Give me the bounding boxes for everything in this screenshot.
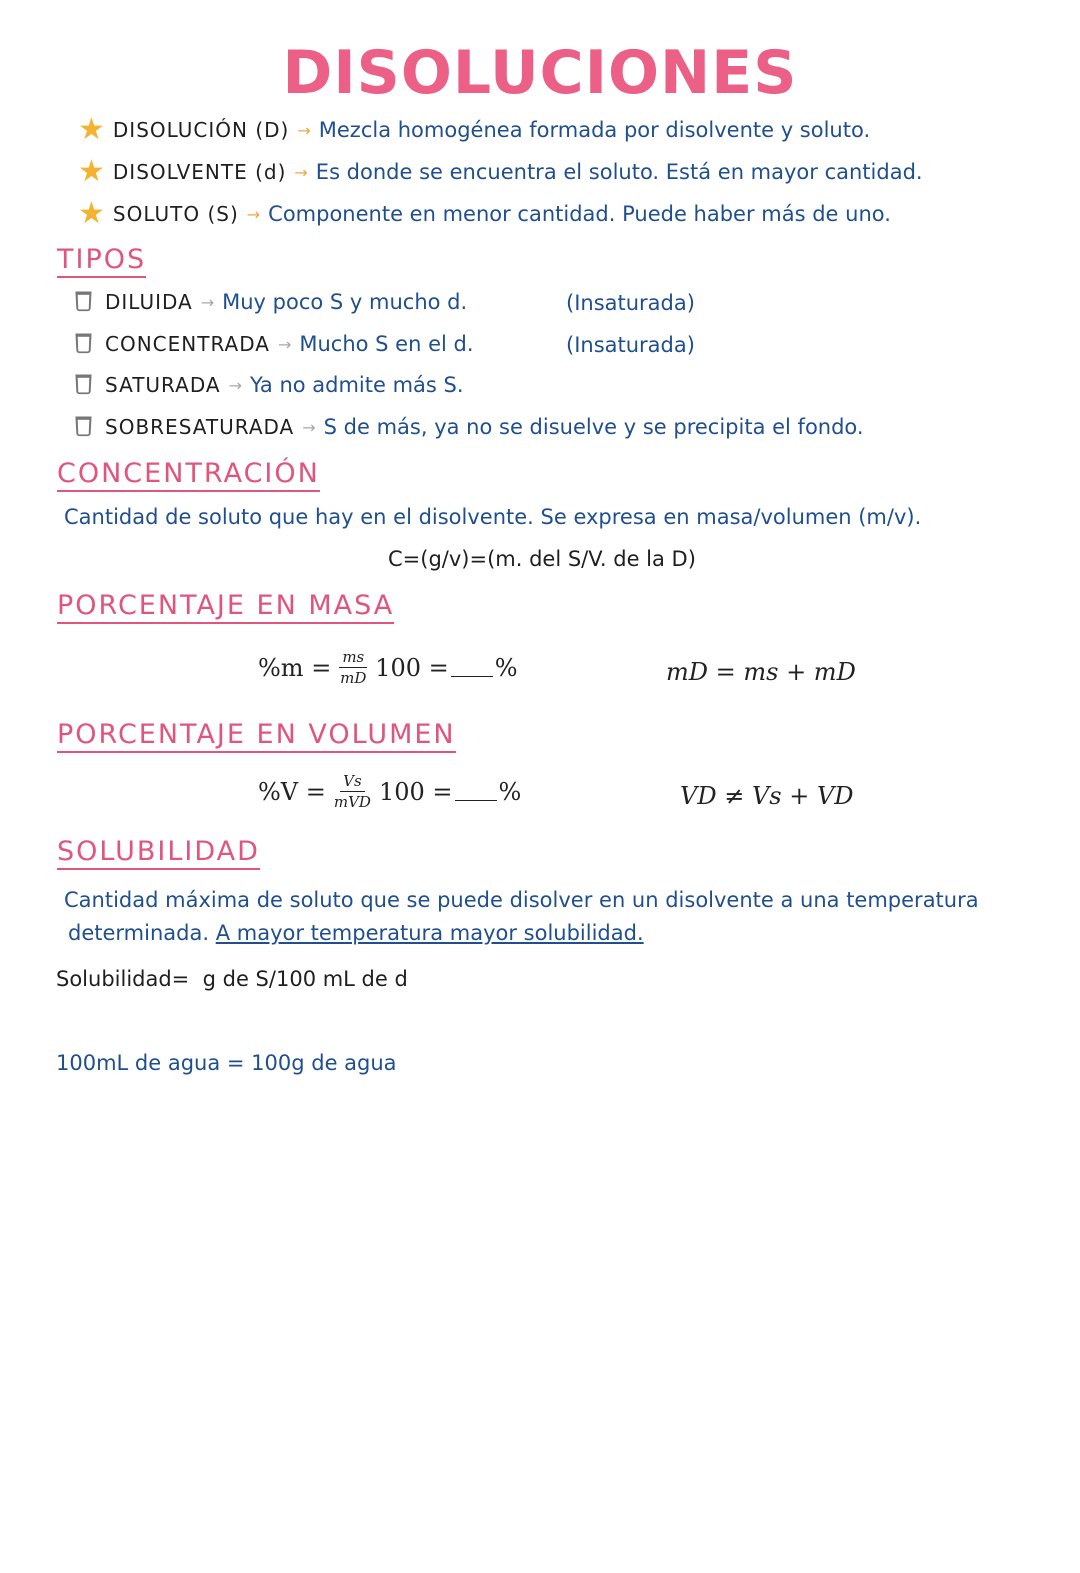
formula-percent: %	[498, 777, 522, 806]
page-title: DISOLUCIONES	[282, 38, 798, 108]
tipo-term: SOBRESATURADA	[105, 415, 295, 439]
fraction-denominator: mVD	[333, 793, 371, 811]
heading-porcentaje-volumen: PORCENTAJE EN VOLUMEN	[57, 719, 456, 753]
heading-porcentaje-masa: PORCENTAJE EN MASA	[57, 590, 394, 624]
star-icon: ★	[78, 112, 105, 147]
definition-term: DISOLVENTE (d)	[112, 160, 287, 184]
cup-icon	[75, 291, 91, 311]
formula-lhs: %m =	[258, 653, 332, 682]
fraction-numerator: ms	[339, 648, 367, 668]
star-icon: ★	[78, 196, 105, 231]
tipo-text: Mucho S en el d.	[299, 332, 474, 356]
concentracion-formula: C=(g/v)=(m. del S/V. de la D)	[388, 547, 696, 571]
solubilidad-text-line2a: determinada.	[68, 921, 210, 945]
star-icon: ★	[78, 154, 105, 189]
tipo-sobresaturada	[76, 415, 864, 439]
tipo-term: CONCENTRADA	[105, 332, 270, 356]
tipo-saturada	[76, 373, 464, 397]
formula-blank	[451, 658, 493, 677]
formula-lhs: %V =	[258, 777, 326, 806]
heading-tipos: TIPOS	[57, 244, 146, 278]
tipo-term: SATURADA	[105, 373, 221, 397]
concentracion-text: Cantidad de soluto que hay en el disolvente. Se expresa en masa/volumen (m/v).	[64, 505, 922, 529]
formula-fraction	[334, 772, 371, 811]
tipo-text: S de más, ya no se disuelve y se precipita el fondo.	[323, 415, 864, 439]
definition-text: Componente en menor cantidad. Puede haber más de uno.	[268, 202, 891, 226]
cup-icon	[75, 416, 91, 436]
formula-volume-sum: VD ≠ Vs + VD	[680, 782, 854, 810]
heading-solubilidad: SOLUBILIDAD	[57, 836, 260, 870]
tipo-note: (Insaturada)	[566, 333, 695, 357]
arrow-icon: →	[297, 120, 311, 140]
solubilidad-text-line1: Cantidad máxima de soluto que se puede disolver en un disolvente a una temperatura	[64, 888, 979, 912]
arrow-icon: →	[277, 334, 292, 354]
formula-rest: 100 =	[375, 653, 449, 682]
definition-term: DISOLUCIÓN (D)	[112, 118, 290, 142]
solubilidad-formula: Solubilidad= g de S/100 mL de d	[56, 967, 408, 991]
tipo-diluida	[76, 290, 467, 314]
definition-text: Mezcla homogénea formada por disolvente y soluto.	[318, 118, 871, 142]
arrow-icon: →	[294, 162, 308, 182]
water-equivalence: 100mL de agua = 100g de agua	[56, 1051, 397, 1075]
solubilidad-text-line2	[68, 921, 644, 945]
definition-soluto	[78, 196, 891, 231]
heading-concentracion: CONCENTRACIÓN	[57, 458, 320, 492]
arrow-icon: →	[246, 204, 261, 224]
formula-percent: %	[494, 653, 518, 682]
cup-icon	[75, 374, 91, 394]
definition-disolucion	[78, 112, 871, 147]
definition-term: SOLUTO (S)	[112, 202, 239, 226]
definition-text: Es donde se encuentra el soluto. Está en mayor cantidad.	[315, 160, 923, 184]
tipo-term: DILUIDA	[105, 290, 193, 314]
formula-blank	[455, 782, 497, 801]
fraction-numerator: Vs	[340, 772, 365, 792]
tipo-note: (Insaturada)	[566, 291, 695, 315]
arrow-icon: →	[302, 417, 316, 437]
tipo-concentrada	[76, 332, 474, 356]
tipo-text: Ya no admite más S.	[249, 373, 464, 397]
formula-rest: 100 =	[378, 777, 453, 806]
cup-icon	[75, 333, 91, 353]
formula-fraction	[339, 648, 367, 687]
definition-disolvente	[78, 154, 923, 189]
arrow-icon: →	[200, 292, 215, 312]
arrow-icon: →	[228, 375, 242, 395]
formula-porcentaje-masa	[258, 648, 518, 687]
fraction-denominator: mD	[340, 669, 367, 687]
formula-porcentaje-volumen	[258, 772, 521, 811]
solubilidad-highlight: A mayor temperatura mayor solubilidad.	[215, 921, 644, 945]
formula-mass-sum: mD = ms + mD	[666, 658, 856, 686]
tipo-text: Muy poco S y mucho d.	[222, 290, 468, 314]
